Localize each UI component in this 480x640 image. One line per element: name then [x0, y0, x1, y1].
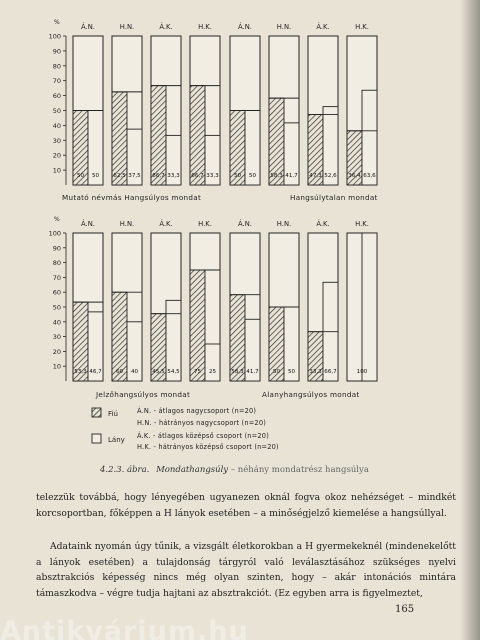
category-label: H.K.	[355, 220, 369, 228]
y-tick-label: 90	[52, 47, 61, 56]
bar-lany	[205, 344, 220, 381]
page-number: 165	[395, 604, 415, 615]
bar-lany	[362, 90, 377, 185]
category-label: Á.K.	[316, 220, 330, 228]
data-label-lany: 52,6	[324, 173, 337, 179]
y-tick-label: 40	[52, 318, 61, 327]
category-label: H.N.	[119, 220, 135, 228]
data-label-lany: 40	[130, 369, 139, 375]
panel-title: Mutató névmás Hangsúlyos mondat	[62, 193, 202, 202]
data-label-fiu: 53,3	[74, 369, 87, 375]
y-tick-label: 100	[48, 229, 61, 238]
y-tick-label: 70	[52, 77, 61, 86]
data-label-fiu: 50	[76, 173, 85, 179]
legend-swatch-lany	[92, 434, 101, 443]
data-label-lany: 50	[91, 173, 100, 179]
category-label: H.K.	[198, 220, 212, 228]
watermark: Antikvárium.hu	[0, 616, 249, 640]
y-tick-label: 30	[52, 136, 61, 145]
data-label-fiu: 58,3	[270, 173, 283, 179]
data-label-fiu: 50	[233, 173, 242, 179]
caption-title: Mondathangsúly	[156, 465, 229, 475]
bar-fiu	[151, 86, 166, 185]
category-label: Á.N.	[81, 220, 95, 228]
caption-rest: – néhány mondatrész hangsúlya	[230, 465, 369, 475]
category-label: Á.K.	[159, 23, 173, 31]
y-tick-label: 60	[52, 288, 61, 297]
y-tick-label: 50	[52, 303, 61, 312]
bar-fiu	[190, 270, 205, 381]
data-label-fiu: 47,3	[309, 173, 322, 179]
category-label: Á.N.	[238, 220, 252, 228]
category-label: Á.K.	[159, 220, 173, 228]
y-tick-label: 70	[52, 273, 61, 282]
data-label-fiu: 66,7	[152, 173, 165, 179]
y-tick-label: 60	[52, 92, 61, 101]
data-label-fiu: 66,7	[191, 173, 204, 179]
panel-title: Jelzőhangsúlyos mondat	[96, 390, 191, 399]
data-label-lany: 41,7	[285, 173, 298, 179]
category-label: Á.N.	[81, 23, 95, 31]
legend-label-fiu: Fiú	[108, 410, 118, 418]
legend-group-1: H.N. - hátrányos nagycsoport (n=20)	[137, 419, 266, 427]
y-tick-label: 90	[52, 244, 61, 253]
y-tick-label: 80	[52, 259, 61, 268]
data-label-lany: 100	[356, 369, 368, 375]
data-label-lany: 46,7	[89, 369, 102, 375]
bar-fiu	[112, 292, 127, 381]
legend-group-0: Á.N. - átlagos nagycsoport (n=20)	[137, 407, 257, 415]
data-label-fiu: 62,5	[113, 173, 126, 179]
legend-group-3: H.K. - hátrányos középső csoport (n=20)	[137, 443, 279, 451]
data-label-lany: 63,6	[363, 173, 376, 179]
caption-number: 4.2.3. ábra.	[100, 465, 150, 475]
category-label: H.N.	[119, 23, 135, 31]
y-tick-label: 20	[52, 347, 61, 356]
data-label-fiu: 45,5	[152, 369, 165, 375]
data-label-lany: 50	[287, 369, 296, 375]
bar-lany	[362, 233, 377, 381]
chart-layer	[49, 19, 378, 399]
y-axis-unit: %	[54, 19, 60, 26]
legend-group-2: Á.K. - átlagos középső csoport (n=20)	[137, 432, 269, 440]
y-tick-label: 30	[52, 333, 61, 342]
body-paragraph-1: telezzük továbbá, hogy lényegében ugyanezen oknál fogva okoz nehézséget – mindkét korcsoportban, főképpen a H lányok esetében – a minőségjelző kiemelése a hangsúllyal.	[36, 492, 456, 519]
y-tick-label: 10	[52, 166, 61, 175]
category-label: Á.N.	[238, 23, 252, 31]
y-tick-label: 20	[52, 151, 61, 160]
category-label: H.K.	[355, 23, 369, 31]
bar-fiu	[112, 92, 127, 185]
category-label: H.N.	[276, 23, 292, 31]
data-label-fiu: 58,3	[231, 369, 244, 375]
data-label-fiu: 75	[193, 369, 202, 375]
panel-title: Hangsúlytalan mondat	[290, 193, 378, 202]
data-label-fiu: 50	[272, 369, 281, 375]
y-tick-label: 100	[48, 32, 61, 41]
bar-fiu	[269, 98, 284, 185]
data-label-lany: 54,5	[167, 369, 180, 375]
legend	[92, 406, 279, 451]
data-label-fiu: 33,3	[309, 369, 322, 375]
page-edge-shadow	[460, 0, 480, 640]
data-label-lany: 33,3	[206, 173, 219, 179]
data-label-fiu: 60	[115, 369, 124, 375]
y-axis-unit: %	[54, 216, 60, 223]
panel-title: Alanyhangsúlyos mondat	[262, 390, 360, 399]
category-label: H.N.	[276, 220, 292, 228]
y-tick-label: 40	[52, 121, 61, 130]
data-label-lany: 33,3	[167, 173, 180, 179]
y-tick-label: 50	[52, 107, 61, 115]
data-label-lany: 25	[208, 369, 217, 375]
legend-swatch-fiu	[92, 408, 101, 417]
y-tick-label: 10	[52, 362, 61, 371]
category-label: H.K.	[198, 23, 212, 31]
body-paragraph-2: Adataink nyomán úgy tűnik, a vizsgált életkorokban a H gyermekeknél (mindenekelőtt a lányok esetében) a tulajdonság tárgyról való leválasztásához szükséges nyelvi absztrakciós képesség nincs még olyan szinten, hogy – akár intonációs mintára támaszkodva – végre tudja hajtani az absztrakciót. (Ez egyben arra is figyelmeztet,	[36, 541, 456, 599]
data-label-lany: 37,5	[128, 173, 141, 179]
legend-label-lany: Lány	[108, 436, 125, 444]
data-label-fiu: 36,4	[348, 173, 361, 179]
y-tick-label: 80	[52, 62, 61, 71]
category-label: Á.K.	[316, 23, 330, 31]
figure-caption	[100, 465, 400, 475]
data-label-lany: 41,7	[246, 369, 259, 375]
data-label-lany: 66,7	[324, 369, 337, 375]
data-label-lany: 50	[248, 173, 257, 179]
bar-fiu	[190, 86, 205, 185]
